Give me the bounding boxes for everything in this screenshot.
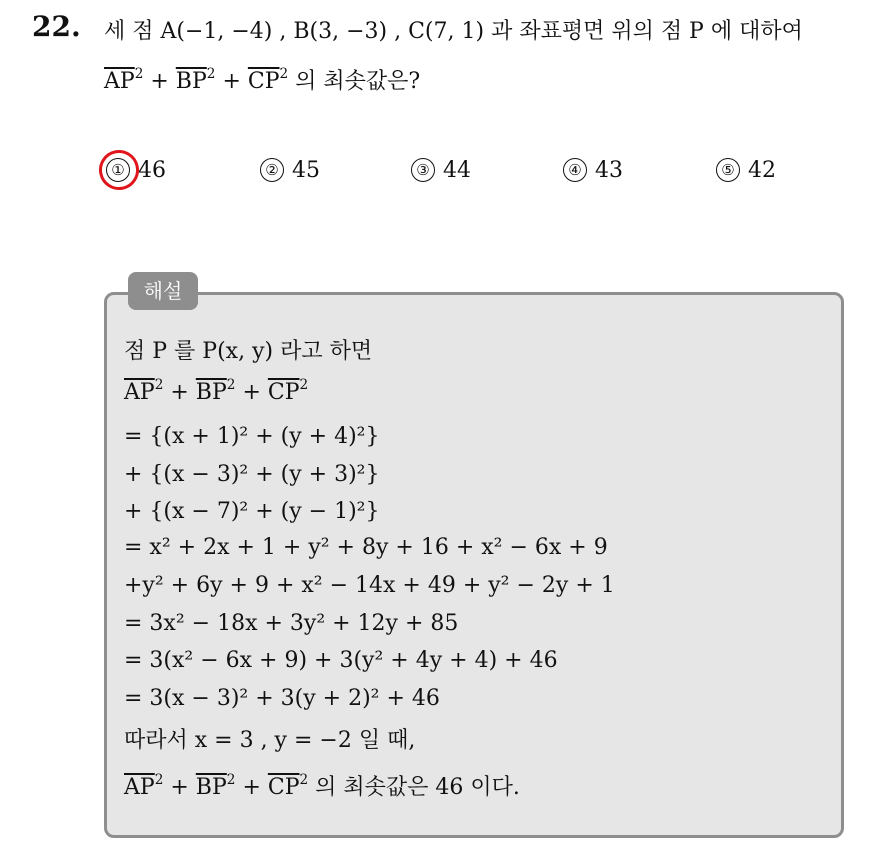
choice-2-mark: ② xyxy=(260,158,284,182)
segment-ap: $\overline{AP}$ xyxy=(104,69,135,94)
question-number: 22. xyxy=(32,10,81,43)
choice-1-mark: ① xyxy=(106,158,130,182)
choice-5-mark: ⑤ xyxy=(716,158,740,182)
solution-step: = x² + 2x + 1 + y² + 8y + 16 + x² − 6x + 9 xyxy=(124,535,608,560)
segment-cp: $\overline{CP}$ xyxy=(247,69,280,94)
solution-step: + {(x − 3)² + (y + 3)²} xyxy=(124,462,380,487)
choice-2-value: 45 xyxy=(292,158,320,183)
solution-step: + {(x − 7)² + (y − 1)²} xyxy=(124,499,380,524)
choice-4[interactable] xyxy=(563,158,623,183)
solution-step: = 3(x² − 6x + 9) + 3(y² + 4y + 4) + 46 xyxy=(124,648,558,673)
choice-5-value: 42 xyxy=(748,158,776,183)
solution-step: 따라서 x = 3 , y = −2 일 때, xyxy=(124,728,416,753)
solution-intro: 점 P 를 P(x, y) 라고 하면 xyxy=(124,339,373,364)
segment-bp: $\overline{BP}$ xyxy=(175,69,207,94)
choice-3[interactable] xyxy=(411,158,471,183)
solution-expression: $\overline{AP}^2 + \overline{BP}^2 + \overline{CP}^2$ xyxy=(124,376,309,405)
choice-4-mark: ④ xyxy=(563,158,587,182)
question-line-2: $\overline{AP}^2 + \overline{BP}^2 + \overline{CP}^2$ 의 최솟값은? xyxy=(104,65,421,94)
choice-3-mark: ③ xyxy=(411,158,435,182)
choice-4-value: 43 xyxy=(595,158,623,183)
choice-5[interactable] xyxy=(716,158,776,183)
question-line-1: 세 점 A(−1, −4) , B(3, −3) , C(7, 1) 과 좌표평면 위의 점 P 에 대하여 xyxy=(104,19,803,44)
solution-conclusion: $\overline{AP}^2 + \overline{BP}^2 + \overline{CP}^2$ 의 최솟값은 46 이다. xyxy=(124,771,520,800)
choice-3-value: 44 xyxy=(443,158,471,183)
choice-2[interactable] xyxy=(260,158,320,183)
solution-step: = {(x + 1)² + (y + 4)²} xyxy=(124,424,380,449)
solution-step: = 3(x − 3)² + 3(y + 2)² + 46 xyxy=(124,686,440,711)
solution-label: 해설 xyxy=(128,272,198,310)
solution-box xyxy=(104,292,844,838)
choice-1-value: 46 xyxy=(138,158,166,183)
solution-step: = 3x² − 18x + 3y² + 12y + 85 xyxy=(124,611,459,636)
solution-step: +y² + 6y + 9 + x² − 14x + 49 + y² − 2y + 1 xyxy=(124,573,615,598)
